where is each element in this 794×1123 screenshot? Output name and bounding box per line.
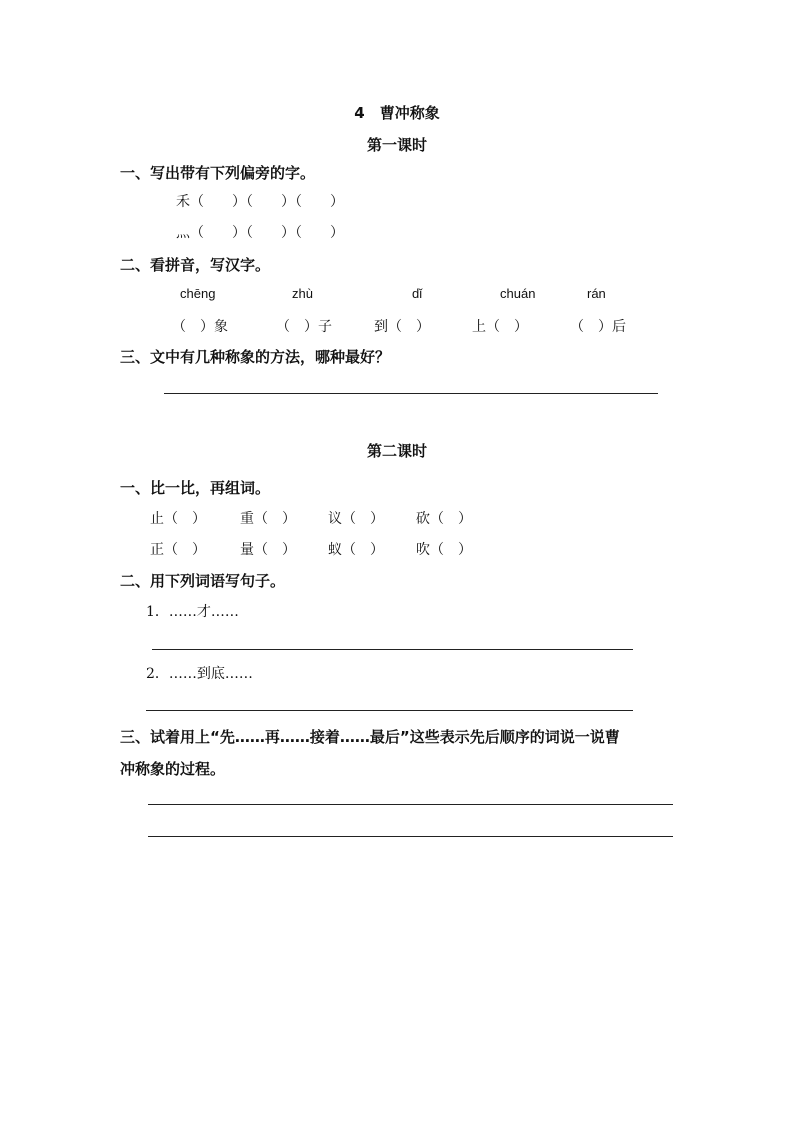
pinyin-3: dǐ [412, 286, 423, 301]
sentence-1-prompt: 1．……才…… [146, 604, 239, 620]
pinyin-1: chēng [180, 286, 216, 301]
pinyin-5: rán [587, 286, 606, 301]
compare-r2-2: 量（ ） [240, 542, 296, 558]
l2-q3-answer-line-2[interactable] [148, 836, 673, 837]
l1-q3-heading: 三、文中有几种称象的方法，哪种最好？ [120, 348, 391, 366]
l2-q3-heading-line2: 冲称象的过程。 [120, 760, 226, 778]
pinyin-4: chuán [500, 286, 536, 301]
page-title: 4 曹冲称象 [354, 104, 440, 122]
compare-r1-4: 砍（ ） [416, 511, 472, 527]
l1-q1-heading: 一、写出带有下列偏旁的字。 [120, 164, 316, 182]
sentence-1-line[interactable] [152, 649, 633, 650]
word-blank-3: 到（ ） [374, 319, 430, 335]
l1-q1-row2: 灬（ ）（ ）（ ） [176, 225, 344, 241]
word-blank-2: （ ）子 [276, 319, 332, 335]
sentence-2-prompt: 2．……到底…… [146, 666, 253, 682]
compare-r2-4: 吹（ ） [416, 542, 472, 558]
l2-q2-heading: 二、用下列词语写句子。 [120, 572, 286, 590]
l1-q1-row1: 禾（ ）（ ）（ ） [176, 194, 344, 210]
l2-q1-heading: 一、比一比，再组词。 [120, 479, 271, 497]
compare-r1-2: 重（ ） [240, 511, 296, 527]
word-blank-4: 上（ ） [472, 319, 528, 335]
word-blank-5: （ ）后 [570, 319, 626, 335]
sentence-2-line[interactable] [146, 710, 633, 711]
word-blank-1: （ ）象 [172, 319, 228, 335]
l1-q3-answer-line[interactable] [164, 393, 658, 394]
compare-r2-3: 蚁（ ） [328, 542, 384, 558]
l1-q2-heading: 二、看拼音，写汉字。 [120, 256, 271, 274]
l2-q3-heading-line1: 三、试着用上“先……再……接着……最后”这些表示先后顺序的词说一说曹 [120, 728, 620, 746]
compare-r2-1: 正（ ） [150, 542, 206, 558]
lesson-2-label: 第二课时 [366, 442, 427, 460]
compare-r1-3: 议（ ） [328, 511, 384, 527]
pinyin-2: zhù [292, 286, 313, 301]
compare-r1-1: 止（ ） [150, 511, 206, 527]
l2-q3-answer-line-1[interactable] [148, 804, 673, 805]
lesson-1-label: 第一课时 [366, 136, 427, 154]
